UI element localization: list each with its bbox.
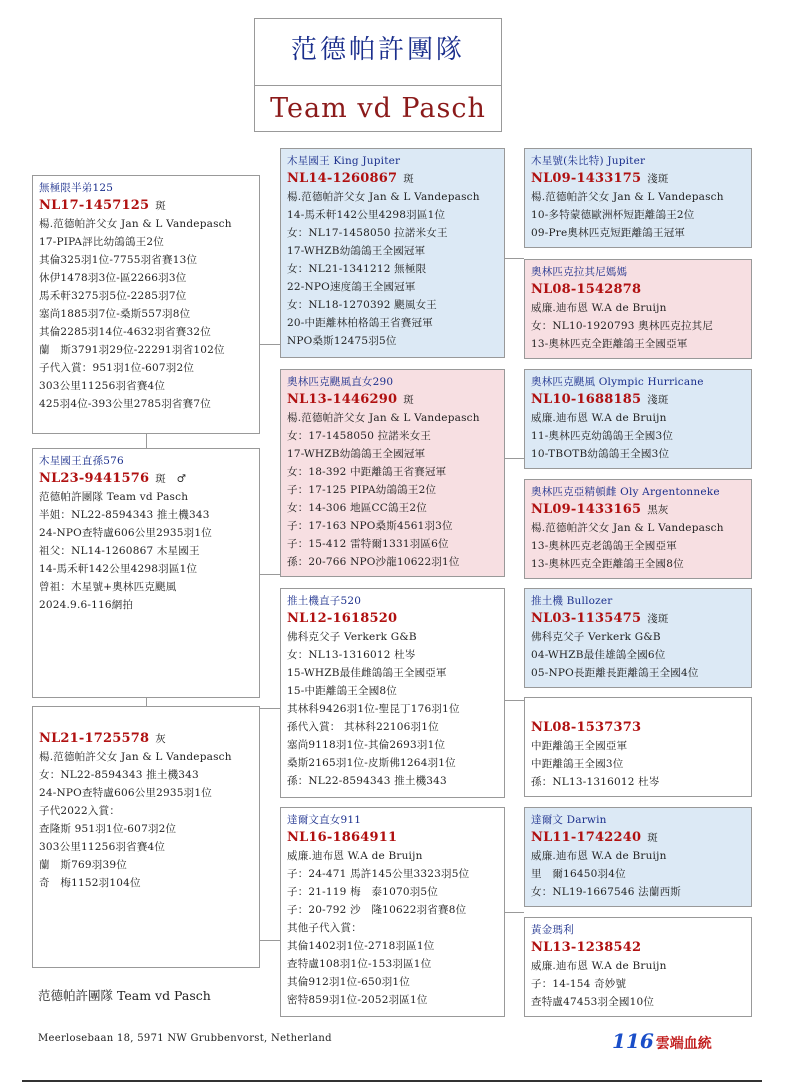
pedigree-box-sss	[524, 148, 752, 248]
bird-name: 奧林匹克拉其尼媽媽	[531, 266, 628, 278]
ring-number: NL13-1238542	[531, 940, 642, 955]
info-line: 17-WHZB幼鴿鴿王全國冠軍	[287, 245, 426, 257]
pedigree-box-dds	[524, 807, 752, 907]
brand-logo	[612, 1029, 712, 1053]
info-line: 楊.范德帕許父女 Jan & L Vandepasch	[39, 751, 232, 763]
info-line: 塞尚9118羽1位-其倫2693羽1位	[287, 739, 446, 751]
info-line: 女：NL22-8594343 推土機343	[39, 769, 199, 781]
info-line: 孫：20-766 NPO沙龍10622羽1位	[287, 556, 460, 568]
info-line: 女：14-306 地區CC鴿王2位	[287, 502, 427, 514]
ring-row	[39, 197, 253, 215]
info-line: 子：15-412 雷特爾1331羽區6位	[287, 538, 449, 550]
ring-row	[39, 730, 253, 748]
info-line: 威廉.迪布恩 W.A de Bruijn	[287, 850, 423, 862]
feather-color: 斑	[647, 832, 658, 844]
info-line: 半姐：NL22-8594343 推土機343	[39, 509, 210, 521]
info-line: 女：NL18-1270392 颶風女王	[287, 299, 437, 311]
pedigree-box-dam	[32, 706, 260, 968]
info-line: 子代入賞：951羽1位-607羽2位	[39, 362, 195, 374]
info-line: 303公里11256羽省賽4位	[39, 841, 166, 853]
info-line: 04-WHZB最佳雄鴿全國6位	[531, 649, 666, 661]
info-line: 查特盧108羽1位-153羽區1位	[287, 958, 432, 970]
pedigree-box-dam-sire	[280, 588, 505, 798]
pedigree-box-dsd	[524, 697, 752, 797]
connector	[505, 458, 524, 459]
info-line: 蘭 斯3791羽29位-22291羽省102位	[39, 344, 225, 356]
info-line: 女：NL19-1667546 法蘭西斯	[531, 886, 681, 898]
pedigree-box-dam-dam	[280, 807, 505, 1017]
info-line: 其倫2285羽14位-4632羽省賽32位	[39, 326, 211, 338]
footer-address: Meerlosebaan 18, 5971 NW Grubbenvorst, Netherland	[38, 1033, 332, 1044]
info-line: 祖父：NL14-1260867 木星國王	[39, 545, 200, 557]
ring-row	[531, 170, 745, 188]
bird-name: 奧林匹克颶風 Olympic Hurricane	[531, 376, 704, 388]
info-line: 佛科克父子 Verkerk G&B	[287, 631, 417, 643]
info-line: 13-奧林匹克全距離鴿王全國亞軍	[531, 338, 688, 350]
pedigree-box-sds	[524, 369, 752, 469]
footer-team-name: 范德帕許團隊 Team vd Pasch	[38, 988, 211, 1003]
ring-number: NL11-1742240	[531, 830, 642, 845]
info-line: 22-NPO速度鴿王全國冠軍	[287, 281, 416, 293]
info-line: 15-中距離鴿王全國8位	[287, 685, 397, 697]
info-line: 13-奧林匹克全距離鴿王全國8位	[531, 558, 684, 570]
feather-color: 斑 ♂	[155, 473, 187, 485]
connector	[260, 940, 280, 941]
info-line: 女：NL21-1341212 無極限	[287, 263, 427, 275]
info-line: 14-馬禾軒142公里4298羽區1位	[287, 209, 446, 221]
info-line: 子：21-119 梅 泰1070羽5位	[287, 886, 438, 898]
info-line: 2024.9.6-116網拍	[39, 599, 134, 611]
info-line: 14-馬禾軒142公里4298羽區1位	[39, 563, 198, 575]
feather-color: 淺斑	[647, 394, 669, 406]
ring-number: NL14-1260867	[287, 171, 398, 186]
bird-name: 黃金瑪利	[531, 924, 574, 936]
info-line: 其林科9426羽1位-聖昆丁176羽1位	[287, 703, 460, 715]
info-line: NPO桑斯12475羽5位	[287, 335, 397, 347]
info-line: 中距離鴿王全國亞軍	[531, 740, 628, 752]
bird-name: 木星國王 King Jupiter	[287, 155, 401, 167]
info-line: 楊.范德帕許父女 Jan & L Vandepasch	[531, 191, 724, 203]
ring-row	[39, 470, 253, 488]
ring-number: NL08-1542878	[531, 282, 642, 297]
info-line: 桑斯2165羽1位-皮斯佛1264羽1位	[287, 757, 456, 769]
info-line: 蘭 斯769羽39位	[39, 859, 127, 871]
info-line: 其倫912羽1位-650羽1位	[287, 976, 410, 988]
ring-number: NL16-1864911	[287, 830, 398, 845]
info-line: 子：24-471 馬許145公里3323羽5位	[287, 868, 470, 880]
feather-color: 斑	[403, 394, 414, 406]
connector	[505, 258, 524, 259]
info-line: 女：NL17-1458050 拉諾米女王	[287, 227, 448, 239]
pedigree-box-sire-dam	[280, 369, 505, 577]
info-line: 子：20-792 沙 隆10622羽省賽8位	[287, 904, 467, 916]
info-line: 楊.范德帕許父女 Jan & L Vandepasch	[287, 412, 480, 424]
info-line: 孫代入賞： 其林科22106羽1位	[287, 721, 439, 733]
title-english: Team vd Pasch	[270, 93, 486, 124]
bird-name: 達爾文 Darwin	[531, 814, 607, 826]
info-line: 17-PIPA評比幼鴿鴿王2位	[39, 236, 164, 248]
ring-number: NL21-1725578	[39, 731, 150, 746]
ring-number: NL09-1433165	[531, 502, 642, 517]
info-line: 24-NPO查特盧606公里2935羽1位	[39, 527, 212, 539]
feather-color: 淺斑	[647, 173, 669, 185]
feather-color: 灰	[155, 733, 166, 745]
title-divider	[255, 85, 501, 86]
info-line: 查隆斯 951羽1位-607羽2位	[39, 823, 177, 835]
ring-number: NL10-1688185	[531, 392, 642, 407]
info-line: 其倫1402羽1位-2718羽區1位	[287, 940, 435, 952]
info-line: 303公里11256羽省賽4位	[39, 380, 166, 392]
ring-row	[531, 501, 745, 519]
info-line: 楊.范德帕許父女 Jan & L Vandepasch	[39, 218, 232, 230]
logo-text: 雲端血統	[655, 1036, 712, 1052]
ring-row	[531, 391, 745, 409]
bird-name: 達爾文直女911	[287, 814, 362, 826]
pedigree-box-dss	[524, 588, 752, 688]
info-line: 威廉.迪布恩 W.A de Bruijn	[531, 412, 667, 424]
info-line: 女：NL13-1316012 杜岑	[287, 649, 416, 661]
info-line: 15-WHZB最佳雌鴿鴿王全國亞軍	[287, 667, 447, 679]
ring-number: NL08-1537373	[531, 720, 642, 735]
info-line: 10-多特蒙德歐洲杯短距離鴿王2位	[531, 209, 695, 221]
ring-number: NL17-1457125	[39, 198, 150, 213]
ring-number: NL09-1433175	[531, 171, 642, 186]
feather-color: 黑灰	[647, 504, 669, 516]
ring-row	[531, 829, 745, 847]
ring-row	[287, 829, 498, 847]
connector	[260, 344, 280, 345]
logo-number: 116	[612, 1029, 654, 1053]
info-line: 其他子代入賞：	[287, 922, 362, 934]
ring-row	[531, 719, 745, 737]
info-line: 13-奧林匹克老鴿鴿王全國亞軍	[531, 540, 677, 552]
info-line: 09-Pre奧林匹克短距離鴿王冠軍	[531, 227, 686, 239]
pedigree-box-sire-sire	[280, 148, 505, 358]
info-line: 威廉.迪布恩 W.A de Bruijn	[531, 302, 667, 314]
pedigree-box-ddd	[524, 917, 752, 1017]
pedigree-box-sire	[32, 448, 260, 698]
ring-row	[287, 170, 498, 188]
info-line: 塞尚1885羽7位-桑斯557羽8位	[39, 308, 191, 320]
ring-row	[531, 610, 745, 628]
bird-name: 木星國王直孫576	[39, 455, 124, 467]
pedigree-box-subject	[32, 175, 260, 434]
info-line: 范德帕許團隊 Team vd Pasch	[39, 491, 189, 503]
title-box	[254, 18, 502, 132]
info-line: 子代2022入賞：	[39, 805, 121, 817]
info-line: 子：14-154 奇妙號	[531, 978, 627, 990]
info-line: 女：NL10-1920793 奧林匹克拉其尼	[531, 320, 714, 332]
info-line: 11-奧林匹克幼鴿鴿王全國3位	[531, 430, 674, 442]
info-line: 425羽4位-393公里2785羽省賽7位	[39, 398, 211, 410]
pedigree-box-sdd	[524, 479, 752, 579]
title-chinese: 范德帕許團隊	[290, 35, 465, 65]
connector	[146, 698, 147, 706]
ring-number: NL23-9441576	[39, 471, 150, 486]
info-line: 中距離鴿王全國3位	[531, 758, 624, 770]
info-line: 子：17-163 NPO桑斯4561羽3位	[287, 520, 453, 532]
pedigree-box-ssd	[524, 259, 752, 359]
connector	[260, 708, 280, 709]
feather-color: 斑	[403, 173, 414, 185]
info-line: 其倫325羽1位-7755羽省賽13位	[39, 254, 198, 266]
connector	[505, 912, 524, 913]
info-line: 10-TBOTB幼鴿鴿王全國3位	[531, 448, 670, 460]
ring-row	[287, 391, 498, 409]
connector	[260, 574, 280, 575]
bottom-rule	[22, 1080, 762, 1082]
info-line: 女：17-1458050 拉諾米女王	[287, 430, 432, 442]
bird-name: 推土機直子520	[287, 595, 362, 607]
ring-number: NL13-1446290	[287, 392, 398, 407]
bird-name: 奧林匹克亞精頓雌 Oly Argentonneke	[531, 486, 720, 498]
ring-row	[531, 281, 745, 299]
bird-name: 推土機 Bullozer	[531, 595, 613, 607]
feather-color: 淺斑	[647, 613, 669, 625]
info-line: 女：18-392 中距離鴿王省賽冠軍	[287, 466, 447, 478]
info-line: 威廉.迪布恩 W.A de Bruijn	[531, 850, 667, 862]
info-line: 17-WHZB幼鴿鴿王全國冠軍	[287, 448, 426, 460]
info-line: 威廉.迪布恩 W.A de Bruijn	[531, 960, 667, 972]
info-line: 24-NPO查特盧606公里2935羽1位	[39, 787, 212, 799]
info-line: 楊.范德帕許父女 Jan & L Vandepasch	[287, 191, 480, 203]
bird-name: 無極限半弟125	[39, 182, 114, 194]
info-line: 孫：NL22-8594343 推土機343	[287, 775, 447, 787]
info-line: 楊.范德帕許父女 Jan & L Vandepasch	[531, 522, 724, 534]
feather-color: 斑	[155, 200, 166, 212]
bird-name: 奧林匹克颶風直女290	[287, 376, 394, 388]
info-line: 曾祖：木星號+奧林匹克颶風	[39, 581, 177, 593]
connector	[505, 700, 524, 701]
info-line: 休伊1478羽3位-區2266羽3位	[39, 272, 187, 284]
connector	[146, 434, 147, 448]
info-line: 里 爾16450羽4位	[531, 868, 626, 880]
info-line: 奇 梅1152羽104位	[39, 877, 141, 889]
ring-number: NL03-1135475	[531, 611, 642, 626]
info-line: 子：17-125 PIPA幼鴿鴿王2位	[287, 484, 437, 496]
ring-row	[531, 939, 745, 957]
info-line: 20-中距離林柏格鴿王省賽冠軍	[287, 317, 433, 329]
bird-name: 木星號(朱比特) Jupiter	[531, 155, 646, 167]
info-line: 密特859羽1位-2052羽區1位	[287, 994, 428, 1006]
info-line: 馬禾軒3275羽5位-2285羽7位	[39, 290, 187, 302]
info-line: 05-NPO長距離長距離鴿王全國4位	[531, 667, 699, 679]
ring-number: NL12-1618520	[287, 611, 398, 626]
ring-row	[287, 610, 498, 628]
info-line: 孫：NL13-1316012 杜岑	[531, 776, 660, 788]
info-line: 查特盧47453羽全國10位	[531, 996, 655, 1008]
info-line: 佛科克父子 Verkerk G&B	[531, 631, 661, 643]
